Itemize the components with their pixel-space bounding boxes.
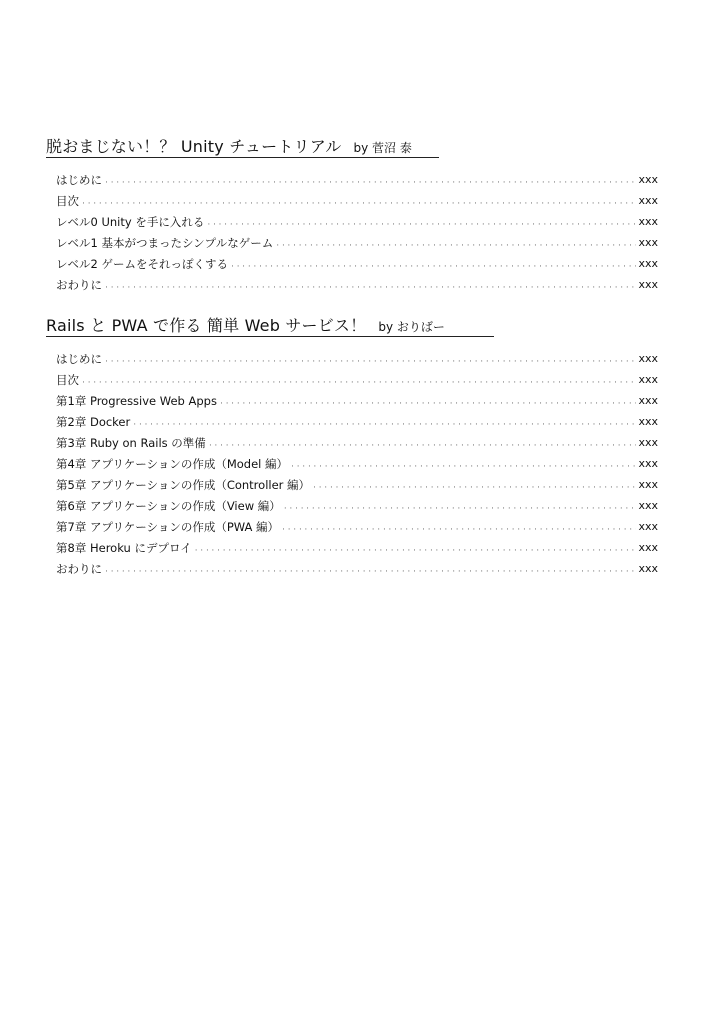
toc-entry-hajimeni	[56, 345, 658, 366]
toc-entry-page: xxx	[638, 436, 658, 449]
toc-entry-label: レベル2 ゲームをそれっぽくする	[56, 257, 228, 271]
toc-entry-label: 第2章 Docker	[56, 415, 131, 429]
toc-entry-label: 第1章 Progressive Web Apps	[56, 394, 217, 408]
toc-entry-chapter-6	[56, 492, 658, 513]
dot-leader	[81, 373, 636, 387]
dot-leader	[208, 436, 637, 450]
toc-list	[46, 166, 658, 292]
toc-entry-hajimeni	[56, 166, 658, 187]
toc-entry-chapter-3	[56, 429, 658, 450]
dot-leader	[312, 478, 636, 492]
section-author: by おりばー	[378, 320, 445, 334]
dot-leader	[81, 194, 636, 208]
dot-leader	[290, 457, 636, 471]
toc-entry-page: xxx	[638, 499, 658, 512]
dot-leader	[275, 236, 636, 250]
toc-entry-page: xxx	[638, 352, 658, 365]
dot-leader	[283, 499, 637, 513]
toc-entry-page: xxx	[638, 173, 658, 186]
toc-entry-page: xxx	[638, 562, 658, 575]
dot-leader	[206, 215, 636, 229]
toc-section-unity	[46, 134, 658, 292]
dot-leader	[219, 394, 637, 408]
dot-leader	[104, 562, 636, 576]
heading-underline	[46, 336, 494, 337]
toc-entry-level-2	[56, 250, 658, 271]
toc-entry-label: 第8章 Heroku にデプロイ	[56, 541, 192, 555]
toc-entry-owarini	[56, 555, 658, 576]
toc-entry-label: 目次	[56, 373, 79, 387]
dot-leader	[281, 520, 636, 534]
toc-entry-chapter-8	[56, 534, 658, 555]
toc-entry-chapter-1	[56, 387, 658, 408]
toc-entry-label: 第3章 Ruby on Rails の準備	[56, 436, 206, 450]
toc-entry-mokuji	[56, 187, 658, 208]
toc-entry-label: はじめに	[56, 352, 102, 366]
toc-entry-label: 第4章 アプリケーションの作成（Model 編）	[56, 457, 289, 471]
dot-leader	[104, 352, 636, 366]
dot-leader	[104, 278, 636, 292]
toc-entry-page: xxx	[638, 415, 658, 428]
toc-entry-label: 第7章 アプリケーションの作成（PWA 編）	[56, 520, 280, 534]
toc-entry-page: xxx	[638, 394, 658, 407]
toc-entry-level-1	[56, 229, 658, 250]
toc-entry-label: 第5章 アプリケーションの作成（Controller 編）	[56, 478, 311, 492]
toc-entry-page: xxx	[638, 194, 658, 207]
heading-underline	[46, 157, 439, 158]
toc-entry-page: xxx	[638, 278, 658, 291]
section-title: Rails と PWA で作る 簡単 Web サービス！	[46, 316, 367, 335]
toc-entry-owarini	[56, 271, 658, 292]
section-heading	[46, 313, 658, 335]
toc-section-rails	[46, 313, 658, 576]
toc-entry-chapter-4	[56, 450, 658, 471]
dot-leader	[104, 173, 636, 187]
toc-entry-chapter-7	[56, 513, 658, 534]
toc-entry-page: xxx	[638, 257, 658, 270]
toc-entry-level-0	[56, 208, 658, 229]
dot-leader	[194, 541, 637, 555]
toc-list	[46, 345, 658, 576]
toc-entry-page: xxx	[638, 541, 658, 554]
toc-entry-page: xxx	[638, 373, 658, 386]
toc-entry-label: はじめに	[56, 173, 102, 187]
toc-entry-chapter-2	[56, 408, 658, 429]
dot-leader	[230, 257, 636, 271]
toc-entry-page: xxx	[638, 478, 658, 491]
toc-entry-page: xxx	[638, 215, 658, 228]
section-author: by 菅沼 泰	[353, 141, 412, 155]
toc-entry-label: おわりに	[56, 562, 102, 576]
toc-entry-label: 第6章 アプリケーションの作成（View 編）	[56, 499, 281, 513]
toc-entry-page: xxx	[638, 520, 658, 533]
toc-entry-label: レベル1 基本がつまったシンプルなゲーム	[56, 236, 274, 250]
section-title: 脱おまじない！？ Unity チュートリアル	[46, 137, 342, 156]
toc-entry-label: レベル0 Unity を手に入れる	[56, 215, 205, 229]
toc-entry-mokuji	[56, 366, 658, 387]
toc-entry-page: xxx	[638, 457, 658, 470]
dot-leader	[132, 415, 636, 429]
toc-entry-page: xxx	[638, 236, 658, 249]
section-heading	[46, 134, 658, 156]
toc-entry-label: おわりに	[56, 278, 102, 292]
toc-entry-chapter-5	[56, 471, 658, 492]
toc-entry-label: 目次	[56, 194, 79, 208]
